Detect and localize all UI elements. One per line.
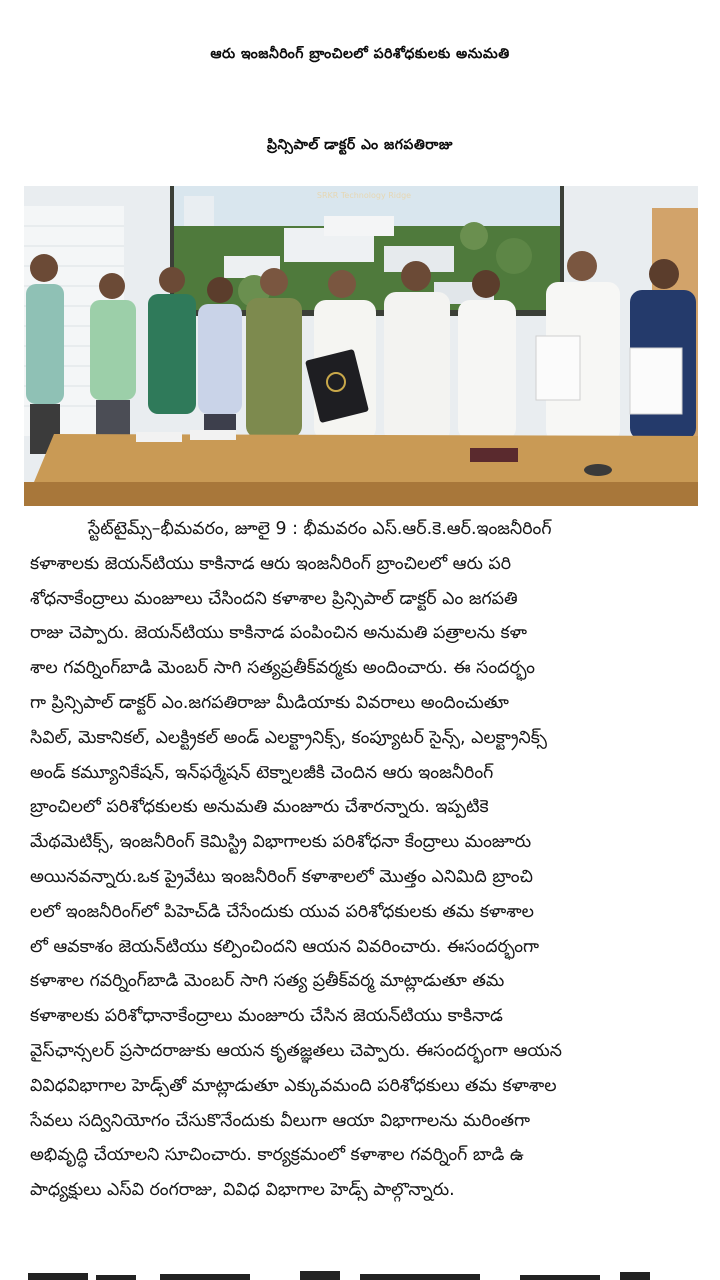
news-photo xyxy=(24,186,698,506)
article-line: కళాశాలకు జెయన్‌టియు కాకినాడ ఆరు ఇంజనీరింగ్ బ్రాంచిలలో ఆరు పరి xyxy=(30,553,512,574)
article-line: సివిల్, మెకానికల్, ఎలక్ట్రికల్ అండ్ ఎలక్ట్రానిక్స్, కంప్యూటర్ సైన్స్, ఎలక్ట్రానిక్స్ xyxy=(30,727,547,748)
article-line: కళాశాలకు పరిశోధానాకేంద్రాలు మంజూరు చేసిన జెయన్‌టియు కాకినాడ xyxy=(30,1006,503,1027)
certificate-1 xyxy=(536,336,580,400)
article-line: పాధ్యక్షులు ఎస్‌వి రంగరాజు, వివిధ విభాగాల హెడ్స్ పాల్గొన్నారు. xyxy=(30,1180,455,1201)
article-line: శాల గవర్నింగ్‌బాడి మెంబర్ సాగి సత్యప్రతీక్‌వర్మకు అందించారు. ఈ సందర్భం xyxy=(30,658,535,679)
headline-subtitle: ప్రిన్సిపాల్ డాక్టర్ ఎం జగపతిరాజు xyxy=(267,137,453,153)
article-line: స్టేట్‌టైమ్స్–భీమవరం, జూలై 9 : భీమవరం ఎస్.ఆర్.కె.ఆర్.ఇంజనీరింగ్ xyxy=(88,519,552,539)
article-line: సేవలు సద్వినియోగం చేసుకొనేందుకు వీలుగా ఆయా విభాగాలను మరింతగా xyxy=(30,1110,531,1131)
article-line: వివిధవిభాగాల హెడ్స్‌తో మాట్లాడుతూ ఎక్కువమంది పరిశోధకులు తమ కళాశాల xyxy=(30,1075,557,1096)
conference-table xyxy=(24,430,698,506)
article-line: వైస్‌ఛాన్సలర్ ప్రసాదరాజుకు ఆయన కృతజ్ఞతలు చెప్పారు. ఈసందర్భంగా ఆయన xyxy=(30,1040,562,1061)
article-line: బ్రాంచిలలో పరిశోధకులకు అనుమతి మంజూరు చేశారన్నారు. ఇప్పటికె xyxy=(30,797,489,818)
article-body xyxy=(30,512,696,1208)
article-line: గా ప్రిన్సిపాల్ డాక్టర్ ఎం.జగపతిరాజు మీడియాకు వివరాలు అందించుతూ xyxy=(30,692,509,713)
article-line: లో ఆవకాశం జెయన్‌టియు కల్పించిందని ఆయన వివరించారు. ఈసందర్భంగా xyxy=(30,936,540,957)
article-line: అభివృద్ధి చేయాలని సూచించారు. కార్యక్రమంలో కళాశాల గవర్నింగ్ బాడి ఉ xyxy=(30,1145,524,1166)
next-article-cutoff xyxy=(0,1266,720,1280)
board-sign: SRKR Technology Ridge xyxy=(316,191,412,200)
article-line: లలో ఇంజనీరింగ్‌లో పిహెచ్‌డి చేసేందుకు యువ పరిశోధకులకు తమ కళాశాల xyxy=(30,901,534,922)
article-line: మేథమెటిక్స్, ఇంజనీరింగ్ కెమిస్ట్రి విభాగాలకు పరిశోధనా కేంద్రాలు మంజూరు xyxy=(30,832,532,853)
certificate-2 xyxy=(630,348,682,414)
article-line: శోధనాకేంద్రాలు మంజూలు చేసిందని కళాశాల ప్రిన్సిపాల్ డాక్టర్ ఎం జగపతి xyxy=(30,588,518,609)
article-line: అండ్ కమ్యూనికేషన్, ఇన్‌ఫర్మేషన్ టెక్నాలజీకి చెందిన ఆరు ఇంజనీరింగ్ xyxy=(30,762,494,783)
article-line: రాజు చెప్పారు. జెయన్‌టియు కాకినాడ పంపించిన అనుమతి పత్రాలను కళా xyxy=(30,623,527,644)
article-line: అయినవన్నారు.ఒక ప్రైవేటు ఇంజనీరింగ్ కళాశాలలో మొత్తం ఎనిమిది బ్రాంచి xyxy=(30,866,533,887)
article-line: కళాశాల గవర్నింగ్‌బాడి మెంబర్ సాగి సత్య ప్రతీక్‌వర్మ మాట్లాడుతూ తమ xyxy=(30,971,505,992)
headline-title: ఆరు ఇంజనీరింగ్ బ్రాంచిలలో పరిశోధకులకు అనుమతి xyxy=(210,46,510,62)
